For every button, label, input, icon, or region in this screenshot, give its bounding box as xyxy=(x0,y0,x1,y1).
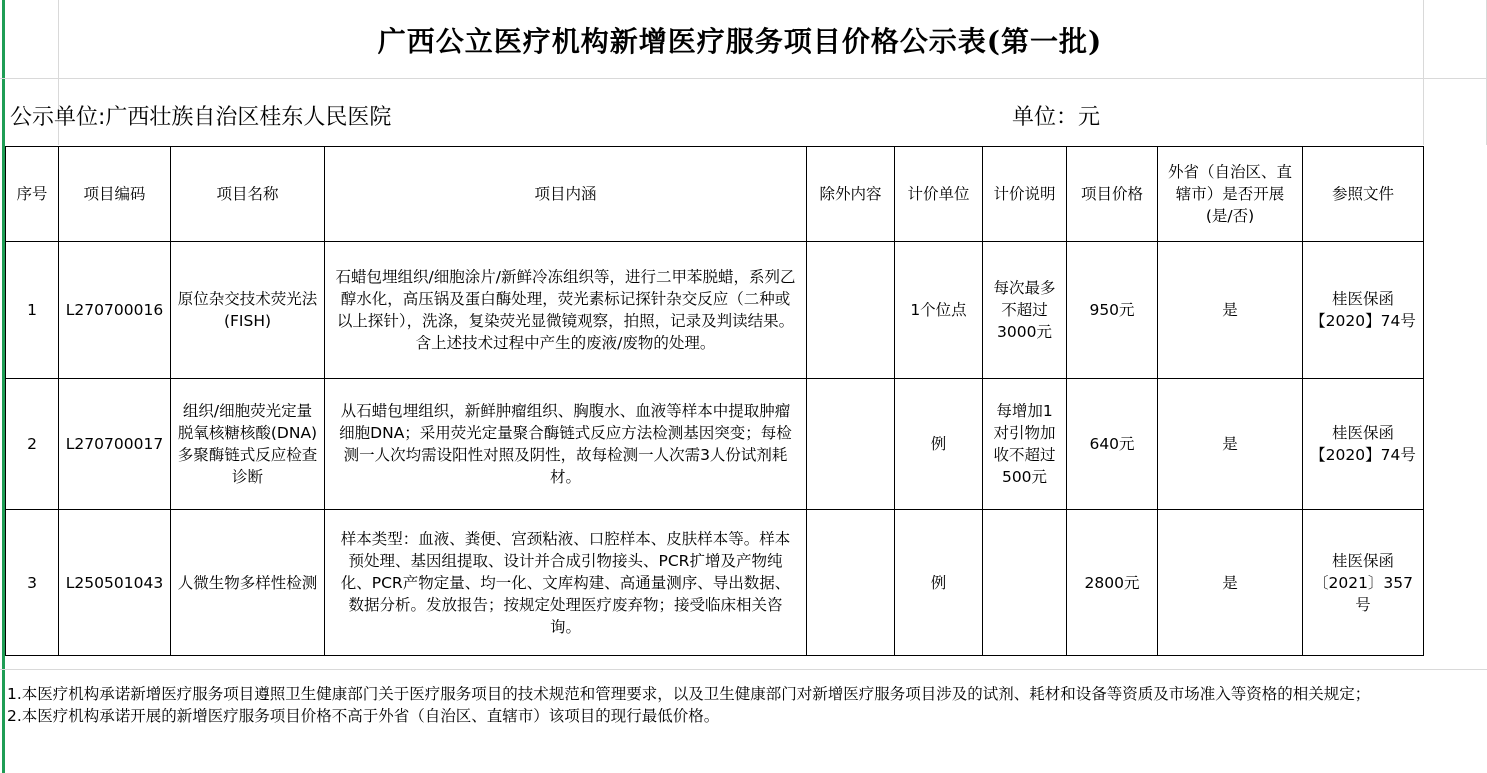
header-cell-other-province: 外省（自治区、直辖市）是否开展(是/否) xyxy=(1158,147,1303,242)
cell-exclusion xyxy=(807,379,895,510)
cell-reference: 桂医保函【2020】74号 xyxy=(1303,379,1424,510)
header-cell-unit: 计价单位 xyxy=(895,147,983,242)
cell-code: L270700017 xyxy=(59,379,171,510)
cell-code: L270700016 xyxy=(59,242,171,379)
cell-price: 640元 xyxy=(1067,379,1158,510)
cell-code: L250501043 xyxy=(59,510,171,656)
cell-no: 2 xyxy=(6,379,59,510)
cell-other-province: 是 xyxy=(1158,510,1303,656)
note-item: 1.本医疗机构承诺新增医疗服务项目遵照卫生健康部门关于医疗服务项目的技术规范和管理要求，以及卫生健康部门对新增医疗服务项目涉及的试剂、耗材和设备等资质及市场准入等资格的相关规定； xyxy=(7,685,1371,703)
cell-note xyxy=(983,510,1067,656)
header-cell-note: 计价说明 xyxy=(983,147,1067,242)
cell-name: 原位杂交技术荧光法(FISH) xyxy=(171,242,325,379)
notes-block xyxy=(5,683,1425,727)
gridline xyxy=(0,669,1487,670)
cell-name: 人微生物多样性检测 xyxy=(171,510,325,656)
publisher-label: 公示单位:广西壮族自治区桂东人民医院 xyxy=(10,105,392,130)
header-cell-no: 序号 xyxy=(6,147,59,242)
cell-reference: 桂医保函〔2021〕357号 xyxy=(1303,510,1424,656)
header-cell-exclusion: 除外内容 xyxy=(807,147,895,242)
cell-name: 组织/细胞荧光定量脱氧核糖核酸(DNA)多聚酶链式反应检查诊断 xyxy=(171,379,325,510)
cell-exclusion xyxy=(807,510,895,656)
cell-unit: 例 xyxy=(895,379,983,510)
header-cell-reference: 参照文件 xyxy=(1303,147,1424,242)
table-row xyxy=(6,379,1424,510)
cell-unit: 例 xyxy=(895,510,983,656)
header-cell-price: 项目价格 xyxy=(1067,147,1158,242)
cell-content: 石蜡包埋组织/细胞涂片/新鲜冷冻组织等，进行二甲苯脱蜡，系列乙醇水化，高压锅及蛋白酶处理，荧光素标记探针杂交反应（二种或以上探针），洗涤，复染荧光显微镜观察，拍照，记录及判读结果。含上述技术过程中产生的废液/废物的处理。 xyxy=(325,242,807,379)
cell-unit: 1个位点 xyxy=(895,242,983,379)
cell-note: 每次最多不超过3000元 xyxy=(983,242,1067,379)
page-title: 广西公立医疗机构新增医疗服务项目价格公示表(第一批) xyxy=(377,25,1103,58)
cell-price: 950元 xyxy=(1067,242,1158,379)
cell-price: 2800元 xyxy=(1067,510,1158,656)
cell-no: 1 xyxy=(6,242,59,379)
table-header-row xyxy=(6,147,1424,242)
header-cell-name: 项目名称 xyxy=(171,147,325,242)
cell-content: 样本类型：血液、粪便、宫颈粘液、口腔样本、皮肤样本等。样本预处理、基因组提取、设计并合成引物接头、PCR扩增及产物纯化、PCR产物定量、均一化、文库构建、高通量测序、导出数据、数据分析。发放报告；按规定处理医疗废弃物；接受临床相关咨询。 xyxy=(325,510,807,656)
note-item: 2.本医疗机构承诺开展的新增医疗服务项目价格不高于外省（自治区、直辖市）该项目的现行最低价格。 xyxy=(7,707,720,725)
table-row xyxy=(6,242,1424,379)
cell-reference: 桂医保函【2020】74号 xyxy=(1303,242,1424,379)
header-cell-content: 项目内涵 xyxy=(325,147,807,242)
cell-note: 每增加1对引物加收不超过500元 xyxy=(983,379,1067,510)
price-table xyxy=(5,146,1424,656)
header-cell-code: 项目编码 xyxy=(59,147,171,242)
table-row xyxy=(6,510,1424,656)
gridline xyxy=(0,78,1487,79)
cell-other-province: 是 xyxy=(1158,379,1303,510)
cell-no: 3 xyxy=(6,510,59,656)
cell-content: 从石蜡包埋组织，新鲜肿瘤组织、胸腹水、血液等样本中提取肿瘤细胞DNA；采用荧光定量聚合酶链式反应方法检测基因突变；每检测一人次均需设阳性对照及阴性，故每检测一人次需3人份试剂耗材。 xyxy=(325,379,807,510)
cell-other-province: 是 xyxy=(1158,242,1303,379)
currency-unit-label: 单位：元 xyxy=(1012,105,1101,130)
cell-exclusion xyxy=(807,242,895,379)
